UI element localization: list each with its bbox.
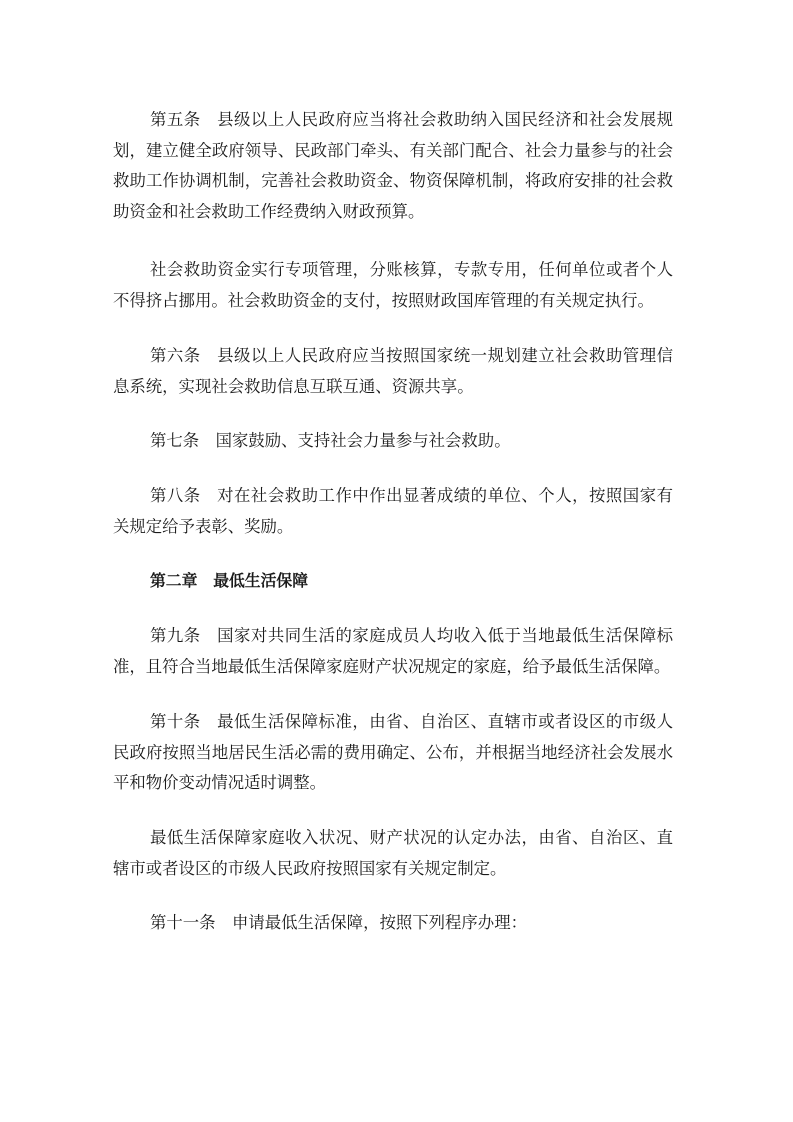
article-text: 国家鼓励、支持社会力量参与社会救助。 [215,431,511,450]
article-label: 第九条 [150,626,201,645]
article-text: 国家对共同生活的家庭成员人均收入低于当地最低生活保障标准，且符合当地最低生活保障家庭财产状况规定的家庭，给予最低生活保障。 [113,626,674,676]
article-11 [113,908,673,939]
article-10 [113,707,673,799]
article-6 [113,341,673,402]
article-text: 县级以上人民政府应当按照国家统一规划建立社会救助管理信息系统，实现社会救助信息互联互通、资源共享。 [113,346,674,396]
article-text: 申请最低生活保障，按照下列程序办理： [231,913,527,932]
article-label: 第十一条 [150,913,216,932]
article-5-paragraph-2 [113,255,673,316]
paragraph-text: 最低生活保障家庭收入状况、财产状况的认定办法，由省、自治区、直辖市或者设区的市级人民政府按照国家有关规定制定。 [113,828,673,878]
article-label: 第五条 [150,110,201,129]
article-9 [113,621,673,682]
article-label: 第六条 [150,346,201,365]
article-5 [113,105,673,227]
article-7 [113,426,673,457]
chapter-number: 第二章 [150,571,198,590]
paragraph-text: 社会救助资金实行专项管理，分账核算，专款专用，任何单位或者个人不得挤占挪用。社会救助资金的支付，按照财政国库管理的有关规定执行。 [113,260,673,310]
chapter-title: 最低生活保障 [213,571,308,590]
article-text: 县级以上人民政府应当将社会救助纳入国民经济和社会发展规划，建立健全政府领导、民政部门牵头、有关部门配合、社会力量参与的社会救助工作协调机制，完善社会救助资金、物资保障机制，将政府安排的社会救助资金和社会救助工作经费纳入财政预算。 [113,110,674,221]
article-text: 对在社会救助工作中作出显著成绩的单位、个人，按照国家有关规定给予表彰、奖励。 [113,486,674,536]
article-10-paragraph-2 [113,823,673,884]
article-label: 第十条 [150,712,201,731]
chapter-heading [113,566,673,597]
article-8 [113,481,673,542]
article-label: 第七条 [150,431,200,450]
article-text: 最低生活保障标准，由省、自治区、直辖市或者设区的市级人民政府按照当地居民生活必需的费用确定、公布，并根据当地经济社会发展水平和物价变动情况适时调整。 [113,712,674,792]
article-label: 第八条 [150,486,201,505]
